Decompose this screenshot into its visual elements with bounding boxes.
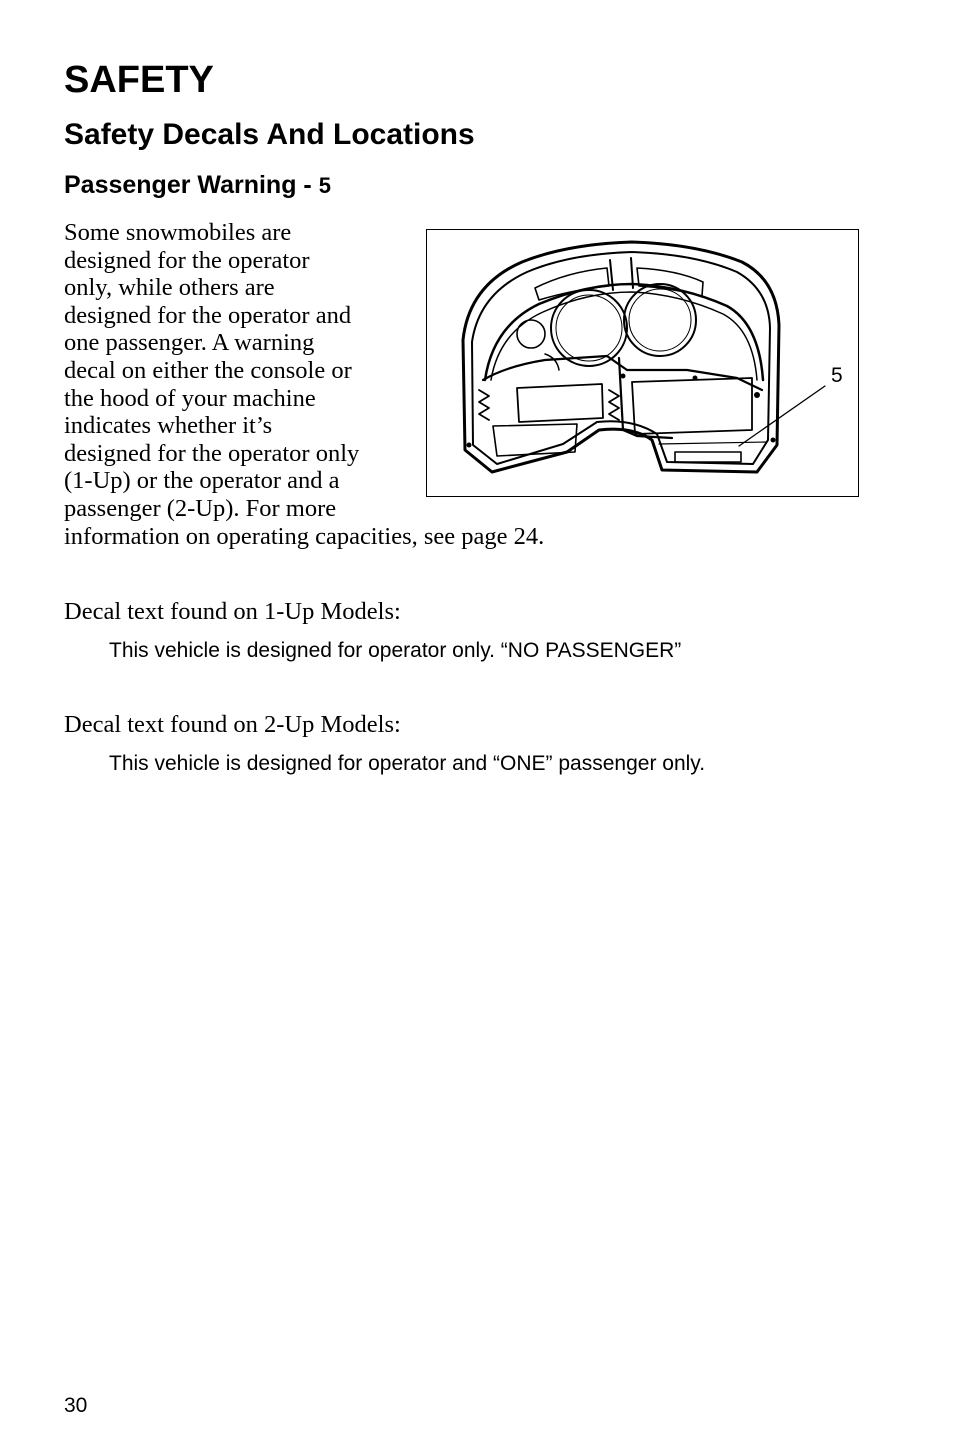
body-line: decal on either the console or xyxy=(64,356,352,384)
callout-number: 5 xyxy=(831,364,843,387)
body-line: designed for the operator xyxy=(64,246,310,274)
body-line: information on operating capacities, see page 24. xyxy=(64,522,545,550)
console-decal-figure xyxy=(426,229,859,497)
body-line: indicates whether it’s xyxy=(64,412,273,440)
page-number: 30 xyxy=(64,1394,88,1417)
body-line: only, while others are xyxy=(64,274,275,302)
body-line: the hood of your machine xyxy=(64,384,316,412)
section-heading xyxy=(64,168,331,203)
body-line: Some snowmobiles are xyxy=(64,219,292,246)
console-illustration xyxy=(427,230,857,495)
body-line: designed for the operator only xyxy=(64,439,360,467)
decal-text-1up: This vehicle is designed for operator only. “NO PASSENGER” xyxy=(109,639,682,662)
decal-label-1up: Decal text found on 1-Up Models: xyxy=(64,598,401,625)
decal-label-2up: Decal text found on 2-Up Models: xyxy=(64,711,401,738)
body-line: one passenger. A warning xyxy=(64,329,315,357)
heading-text: Passenger Warning - xyxy=(64,171,319,199)
body-paragraph xyxy=(64,219,545,550)
body-line: designed for the operator and xyxy=(64,301,352,329)
decal-text-2up: This vehicle is designed for operator and “ONE” passenger only. xyxy=(109,752,706,775)
page-subtitle: Safety Decals And Locations xyxy=(64,118,475,151)
section-title: SAFETY xyxy=(64,59,214,101)
body-line: passenger (2-Up). For more xyxy=(64,494,337,522)
body-line: (1-Up) or the operator and a xyxy=(64,467,340,495)
heading-ref-number: 5 xyxy=(318,173,331,198)
